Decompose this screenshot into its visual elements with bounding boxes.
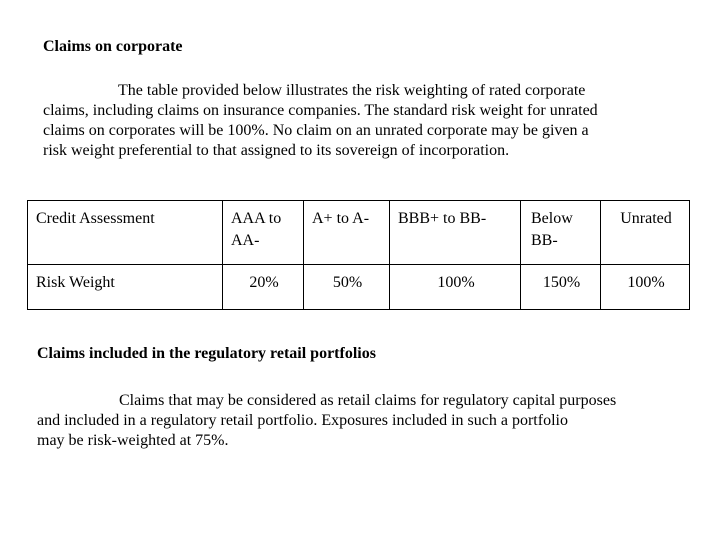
weight-cell: 100% xyxy=(601,265,690,310)
paragraph-line: risk weight preferential to that assigned to its sovereign of incorporation. xyxy=(43,142,510,159)
weight-cell: 150% xyxy=(521,265,601,310)
table-header-row xyxy=(28,201,690,265)
risk-weight-label: Risk Weight xyxy=(28,265,223,310)
credit-assessment-label: Credit Assessment xyxy=(28,201,223,265)
column-header: Below BB- xyxy=(521,201,601,265)
paragraph-line: claims, including claims on insurance companies. The standard risk weight for unrated xyxy=(43,102,598,119)
column-header: Unrated xyxy=(601,201,690,265)
paragraph-line: claims on corporates will be 100%. No claim on an unrated corporate may be given a xyxy=(43,122,589,139)
column-header: AAA to AA- xyxy=(223,201,304,265)
paragraph-line: The table provided below illustrates the risk weighting of rated corporate xyxy=(118,82,586,99)
table-row xyxy=(28,265,690,310)
column-header: BBB+ to BB- xyxy=(390,201,521,265)
weight-cell: 50% xyxy=(304,265,390,310)
weight-cell: 20% xyxy=(223,265,304,310)
column-header: A+ to A- xyxy=(304,201,390,265)
section-heading-retail: Claims included in the regulatory retail portfolios xyxy=(37,345,376,362)
weight-cell: 100% xyxy=(390,265,521,310)
corporate-paragraph xyxy=(43,81,598,161)
paragraph-line: and included in a regulatory retail portfolio. Exposures included in such a portfolio xyxy=(37,412,568,429)
section-heading-corporate: Claims on corporate xyxy=(43,38,183,55)
retail-paragraph xyxy=(37,391,616,451)
paragraph-line: Claims that may be considered as retail claims for regulatory capital purposes xyxy=(119,392,617,409)
paragraph-line: may be risk-weighted at 75%. xyxy=(37,432,229,449)
risk-weight-table xyxy=(27,200,690,310)
